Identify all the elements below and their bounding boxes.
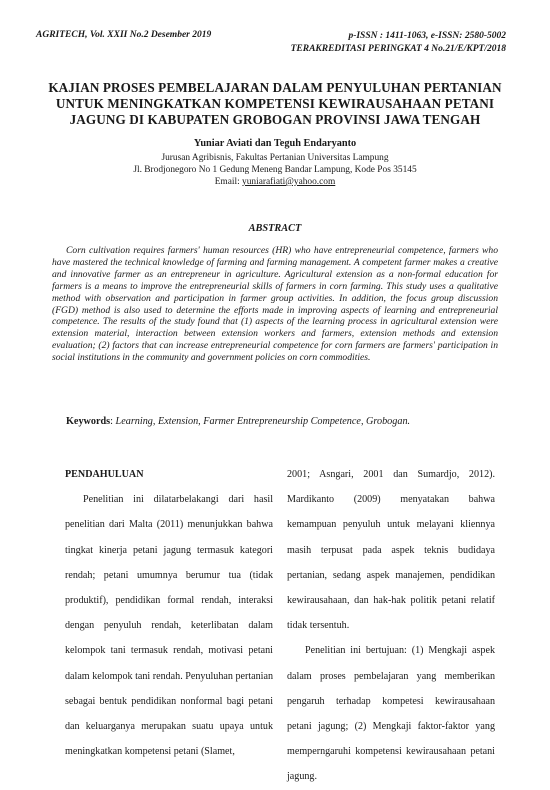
accreditation-line: TERAKREDITASI PERINGKAT 4 No.21/E/KPT/2018 (290, 44, 506, 54)
title-line-3: JAGUNG DI KABUPATEN GROBOGAN PROVINSI JAWA TENGAH (69, 112, 481, 127)
intro-paragraph-2: Penelitian ini bertujuan: (1) Mengkaji aspek dalam proses pembelajaran yang memberikan pengaruh terhadap kompetesi kewirausahaan petani jagung; (2) Mengkaji faktor-faktor yang memperngaruhi kompetensi kewirausahaan petani jagung. (287, 645, 495, 783)
journal-header-left: AGRITECH, Vol. XXII No.2 Desember 2019 (36, 30, 212, 40)
abstract-heading: ABSTRACT (248, 223, 302, 234)
section-heading: PENDAHULUAN (65, 469, 144, 480)
affiliation-department: Jurusan Agribisnis, Fakultas Pertanian Universitas Lampung (161, 153, 389, 163)
affiliation-address: Jl. Brodjonegoro No 1 Gedung Meneng Bandar Lampung, Kode Pos 35145 (133, 165, 417, 175)
body-column-left (65, 462, 273, 764)
journal-header-right (291, 30, 506, 56)
affiliation (0, 152, 550, 188)
keywords-separator: : (110, 416, 116, 427)
intro-paragraph-1-continued: 2001; Asngari, 2001 dan Sumardjo, 2012). Mardikanto (2009) menyatakan bahwa kemampuan penyuluh untuk melayani kliennya masih terpusat pada aspek teknis budidaya pertanian, sedang aspek manajemen, pendidikan kewirausahaan, dan hak-hak politik petani relatif tidak tersentuh. (287, 469, 495, 632)
paper-title (30, 80, 520, 128)
keywords-text: Learning, Extension, Farmer Entrepreneurship Competence, Grobogan. (115, 416, 411, 427)
body-column-right (287, 462, 495, 790)
keywords (66, 416, 410, 427)
title-line-1: KAJIAN PROSES PEMBELAJARAN DALAM PENYULUHAN PERTANIAN (48, 80, 502, 95)
title-line-2: UNTUK MENINGKATKAN KOMPETENSI KEWIRAUSAHAAN PETANI (55, 96, 495, 111)
abstract-text: Corn cultivation requires farmers' human resources (HR) who have entrepreneurial competence, farmers who have mastered the technical knowledge of farming and farming management. A competent farmer makes a creative and innovative farmer as an entrepreneur in agriculture. Agricultural extension as a non-formal education for farmers is a means to improve the entrepreneurial skills of farmers in corn farming. This study uses a qualitative method with observation and participation in farmer group activities. In addition, the focus group discussion (FGD) method is also used to determine the efforts made in improving aspects of learning and entrepreneurial competence. The results of the study found that (1) aspects of the learning process in agricultural extension were extension material, interaction between extension workers and farmers, extension methods and extension evaluation; (2) factors that can increase entrepreneurial competence for corn farmers are farmers' participation in social institutions in the community and government policies on corn commodities. (52, 245, 498, 364)
intro-paragraph-1: Penelitian ini dilatarbelakangi dari hasil penelitian dari Malta (2011) menunjukkan bahwa tingkat kinerja petani jagung termasuk kategori rendah; petani umumnya berumur tua (tidak produktif), pendidikan formal rendah, interaksi dengan penyuluh rendah, keterlibatan dalam kelompok tani termasuk rendah, motivasi petani dalam kelompok tani rendah. Penyuluhan pertanian sebagai bentuk pendidikan nonformal bagi petani dan keluarganya merupakan suatu upaya untuk meningkatkan kompetensi petani (Slamet, (65, 494, 273, 758)
affiliation-email (0, 176, 550, 188)
email-link[interactable]: yuniarafiati@yahoo.com (242, 177, 336, 187)
keywords-label: Keywords (66, 416, 111, 427)
email-label: Email: (214, 177, 243, 187)
authors: Yuniar Aviati dan Teguh Endaryanto (193, 138, 357, 149)
issn-line: p-ISSN : 1411-1063, e-ISSN: 2580-5002 (348, 31, 506, 41)
